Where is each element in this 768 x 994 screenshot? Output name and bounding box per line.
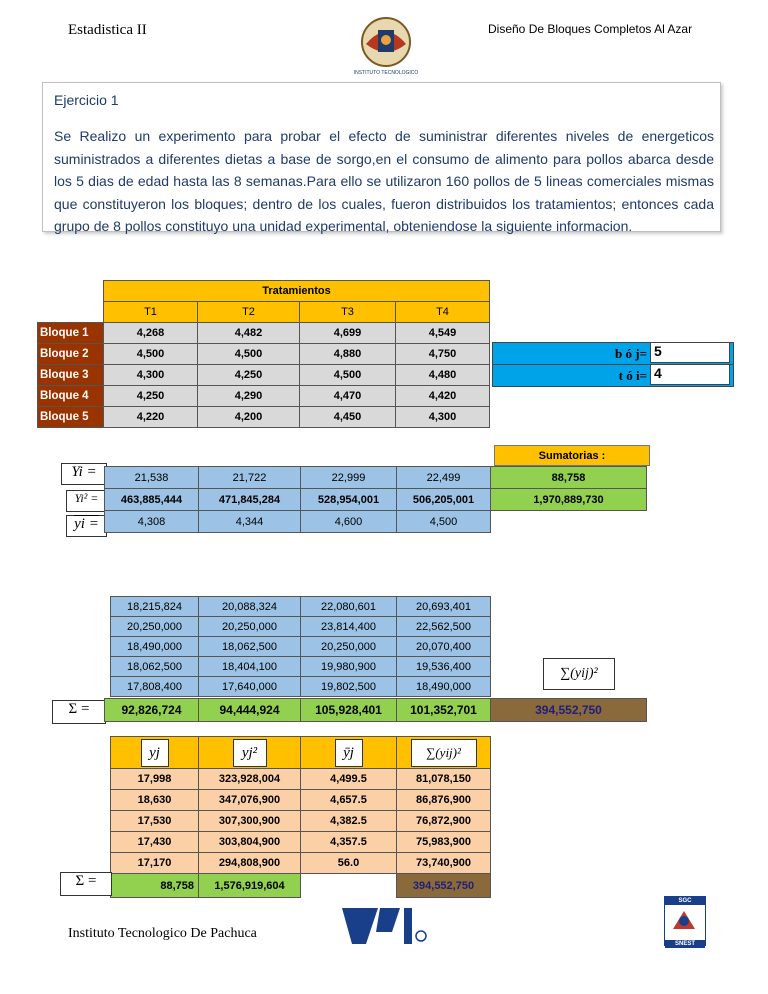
cell: 463,885,444 (105, 489, 199, 511)
table-row (38, 323, 490, 344)
cell: 56.0 (301, 853, 397, 874)
treatment-header: T1 (104, 302, 198, 323)
block-label: Bloque 4 (38, 386, 104, 407)
cell: 4,300 (104, 365, 198, 386)
data-table (37, 280, 490, 428)
cell: 23,814,400 (301, 617, 397, 637)
cell: 92,826,724 (105, 699, 199, 722)
cell: 4,480 (396, 365, 490, 386)
cell: 18,062,500 (199, 637, 301, 657)
cell: 4,500 (397, 511, 491, 533)
cell: 18,490,000 (397, 677, 491, 697)
institute-logo (350, 16, 422, 78)
table-row (111, 657, 491, 677)
cell: 17,640,000 (199, 677, 301, 697)
table-row (111, 790, 491, 811)
cell: 20,088,324 (199, 597, 301, 617)
cell: 17,430 (111, 832, 199, 853)
treatment-header: T2 (198, 302, 300, 323)
header-topic: Diseño De Bloques Completos Al Azar (488, 22, 693, 36)
cell: 4,250 (198, 365, 300, 386)
footer-text: Instituto Tecnologico De Pachuca (68, 926, 257, 941)
cell: 506,205,001 (397, 489, 491, 511)
yj-header: yj (141, 739, 169, 767)
cell: 4,482 (198, 323, 300, 344)
yi2-symbol: Yi² = (66, 490, 107, 512)
sigma-symbol: Σ = (60, 872, 112, 896)
cell: 17,170 (111, 853, 199, 874)
snest-seal (664, 896, 706, 946)
cell: 4,450 (300, 407, 396, 428)
table-row (38, 344, 490, 365)
cell: 22,562,500 (397, 617, 491, 637)
cell: 4,500 (300, 365, 396, 386)
cell: 101,352,701 (397, 699, 491, 722)
cell: 21,538 (105, 467, 199, 489)
cell: 88,758 (111, 874, 199, 898)
block-sums-table (110, 736, 491, 898)
cell: 76,872,900 (397, 811, 491, 832)
cell: 19,980,900 (301, 657, 397, 677)
block-label: Bloque 3 (38, 365, 104, 386)
cell: 4,699 (300, 323, 396, 344)
cell: 17,998 (111, 769, 199, 790)
cell: 4,549 (396, 323, 490, 344)
cell: 19,536,400 (397, 657, 491, 677)
sum-yij2-header: ∑(yij)² (411, 739, 477, 767)
cell: 18,062,500 (111, 657, 199, 677)
sums-header: Sumatorias : (494, 445, 650, 466)
cell: 18,215,824 (111, 597, 199, 617)
cell: 4,357.5 (301, 832, 397, 853)
cell: 347,076,900 (199, 790, 301, 811)
yi2-total: 1,970,889,730 (491, 489, 647, 511)
itp-logo (338, 906, 428, 946)
squares-totals (104, 698, 647, 722)
block-label: Bloque 2 (38, 344, 104, 365)
block-label: Bloque 1 (38, 323, 104, 344)
table-row (111, 853, 491, 874)
b-value: 5 (650, 342, 730, 363)
exercise-text: Se Realizo un experimento para probar el efecto de suministrar diferentes niveles de energeticos suministrados a diferentes dietas a base de sorgo,en el consumo de alimento para pollos abarca desde los 5 dias de edad hasta las 8 semanas.Para ello se utilizaron 160 pollos de 5 lineas comerciales mismas que constituyeron los bloques; dentro de los cuales, fueron distribuidos los tratamientos; entonces cada grupo de 8 pollos constituyo una unidad experimental, obteniendose la siguiente informacion. (54, 128, 714, 235)
cell: 1,576,919,604 (199, 874, 301, 898)
cell: 323,928,004 (199, 769, 301, 790)
cell: 73,740,900 (397, 853, 491, 874)
table-row (111, 832, 491, 853)
treatment-header: T4 (396, 302, 490, 323)
yi-symbol: Yi = (61, 463, 107, 485)
cell: 4,657.5 (301, 790, 397, 811)
yj2-header: yj² (233, 739, 267, 767)
table-row (111, 769, 491, 790)
cell: 20,693,401 (397, 597, 491, 617)
cell: 94,444,924 (199, 699, 301, 722)
ybar-symbol: yi = (66, 515, 107, 537)
cell: 20,070,400 (397, 637, 491, 657)
cell: 75,983,900 (397, 832, 491, 853)
cell: 105,928,401 (301, 699, 397, 722)
cell: 4,200 (198, 407, 300, 428)
t-value: 4 (650, 364, 730, 385)
header-course: Estadistica II (68, 22, 147, 38)
cell: 17,530 (111, 811, 199, 832)
cell: 19,802,500 (301, 677, 397, 697)
cell: 4,290 (198, 386, 300, 407)
yi-total: 88,758 (491, 467, 647, 489)
t-label: t ó i= (618, 368, 647, 383)
svg-text:INSTITUTO TECNOLOGICO: INSTITUTO TECNOLOGICO (353, 70, 419, 76)
squares-table (110, 596, 491, 697)
block-label: Bloque 5 (38, 407, 104, 428)
treatment-header: T3 (300, 302, 396, 323)
cell: 22,080,601 (301, 597, 397, 617)
cell (301, 874, 397, 898)
cell: 20,250,000 (199, 617, 301, 637)
cell: 4,500 (104, 344, 198, 365)
table-row (111, 811, 491, 832)
cell: 4,268 (104, 323, 198, 344)
cell: 4,300 (396, 407, 490, 428)
table-row (111, 637, 491, 657)
ybarj-header: ȳj (335, 739, 363, 767)
cell: 4,470 (300, 386, 396, 407)
cell: 307,300,900 (199, 811, 301, 832)
table-row (111, 617, 491, 637)
cell: 18,404,100 (199, 657, 301, 677)
cell: 17,808,400 (111, 677, 199, 697)
cell: 4,250 (104, 386, 198, 407)
sum-squares-symbol: ∑(yij)² (543, 658, 615, 690)
b-label: b ó j= (615, 346, 647, 361)
cell: 4,308 (105, 511, 199, 533)
cell: 4,880 (300, 344, 396, 365)
table-row (105, 699, 647, 722)
table-row (105, 511, 647, 533)
table-header-row (111, 737, 491, 769)
seal-bottom-text: SNEST (665, 940, 705, 948)
table-row (38, 365, 490, 386)
cell: 303,804,900 (199, 832, 301, 853)
table-row (105, 467, 647, 489)
cell: 4,420 (396, 386, 490, 407)
cell: 4,382.5 (301, 811, 397, 832)
cell: 471,845,284 (199, 489, 301, 511)
table-row (105, 489, 647, 511)
cell: 4,220 (104, 407, 198, 428)
cell: 528,954,001 (301, 489, 397, 511)
cell: 394,552,750 (397, 874, 491, 898)
seal-top-text: SGC (665, 897, 705, 905)
cell: 4,500 (198, 344, 300, 365)
table-row (111, 597, 491, 617)
cell: 21,722 (199, 467, 301, 489)
table-row (38, 386, 490, 407)
exercise-title: Ejercicio 1 (54, 92, 119, 108)
sigma-symbol: Σ = (52, 700, 106, 724)
table-row (111, 677, 491, 697)
cell: 20,250,000 (111, 617, 199, 637)
cell: 18,630 (111, 790, 199, 811)
cell: 4,344 (199, 511, 301, 533)
cell: 22,499 (397, 467, 491, 489)
grand-total: 394,552,750 (491, 699, 647, 722)
cell: 4,600 (301, 511, 397, 533)
cell: 294,808,900 (199, 853, 301, 874)
cell: 86,876,900 (397, 790, 491, 811)
sums-table (104, 466, 647, 533)
table-row (111, 874, 491, 898)
cell: 22,999 (301, 467, 397, 489)
cell: 4,499.5 (301, 769, 397, 790)
cell: 81,078,150 (397, 769, 491, 790)
cell: 4,750 (396, 344, 490, 365)
table-row (38, 407, 490, 428)
treatments-header: Tratamientos (104, 281, 490, 302)
cell: 20,250,000 (301, 637, 397, 657)
cell: 18,490,000 (111, 637, 199, 657)
